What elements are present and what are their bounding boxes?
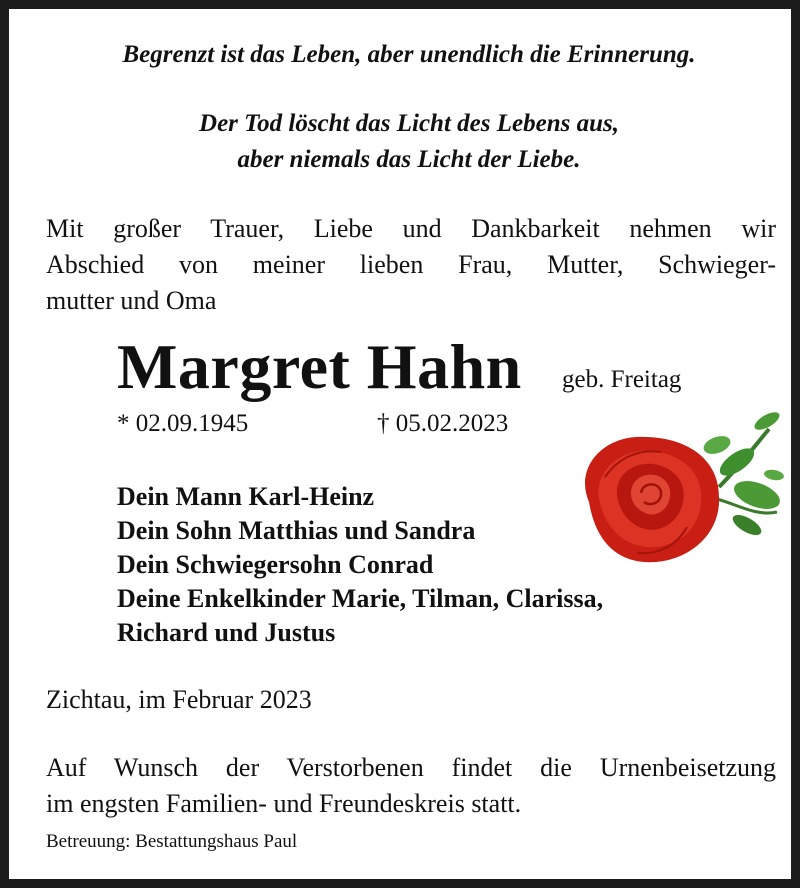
place-date: Zichtau, im Februar 2023 bbox=[46, 685, 312, 714]
death-date: † 05.02.2023 bbox=[377, 410, 509, 437]
quote-line-1: Begrenzt ist das Leben, aber unendlich die Erinnerung. bbox=[122, 41, 696, 68]
relative-line: Dein Mann Karl-Heinz bbox=[117, 482, 375, 511]
relative-line: Deine Enkelkinder Marie, Tilman, Clarissa, bbox=[117, 584, 604, 613]
rose-icon bbox=[569, 407, 784, 567]
quote-line-2: Der Tod löscht das Licht des Lebens aus, bbox=[199, 110, 619, 137]
relative-line: Dein Sohn Matthias und Sandra bbox=[117, 516, 476, 545]
relative-line: Dein Schwiegersohn Conrad bbox=[117, 550, 434, 579]
funeral-home-credit: Betreuung: Bestattungshaus Paul bbox=[46, 831, 298, 852]
relative-line: Richard und Justus bbox=[117, 618, 336, 647]
funeral-note-line-2: im engsten Familien- und Freundeskreis statt. bbox=[46, 789, 522, 818]
deceased-name: Margret Hahn bbox=[117, 331, 522, 402]
quote-line-3: aber niemals das Licht der Liebe. bbox=[237, 146, 581, 173]
maiden-name: geb. Freitag bbox=[562, 366, 682, 393]
intro-line-3: mutter und Oma bbox=[46, 286, 217, 315]
intro-line-1: Mit großer Trauer, Liebe und Dankbarkeit nehmen wir bbox=[46, 214, 776, 243]
intro-line-2: Abschied von meiner lieben Frau, Mutter, Schwieger- bbox=[46, 250, 776, 279]
funeral-note-line-1: Auf Wunsch der Verstorbenen findet die Urnenbeisetzung bbox=[46, 753, 776, 782]
birth-date: * 02.09.1945 bbox=[117, 410, 249, 437]
